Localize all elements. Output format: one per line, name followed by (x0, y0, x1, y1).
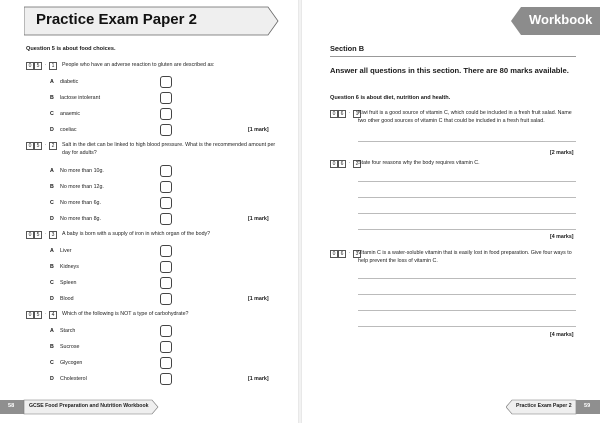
option-text: Spleen (60, 280, 77, 286)
question-number-05-2 (26, 142, 57, 150)
option-letter: C (50, 280, 54, 286)
answer-line[interactable] (358, 278, 576, 279)
footer-left (0, 396, 160, 418)
title-banner (24, 6, 279, 36)
left-page (0, 0, 298, 423)
option-text: No more than 6g. (60, 200, 101, 206)
option-text: diabetic (60, 79, 79, 85)
q6-intro: Question 6 is about diet, nutrition and health. (330, 95, 451, 101)
footer-right (506, 396, 600, 418)
footer-title: Practice Exam Paper 2 (516, 403, 572, 409)
answer-line[interactable] (358, 141, 576, 142)
answer-checkbox[interactable] (160, 92, 172, 104)
code-digit: 6 (338, 110, 346, 118)
question-text: Vitamin C is a water-soluble vitamin that is easily lost in food preparation. Give four ways to help prevent the loss of vitamin C. (358, 250, 572, 264)
option-text: Kidneys (60, 264, 79, 270)
code-separator: · (346, 250, 353, 258)
code-digit: 0 (330, 110, 338, 118)
option-text: coeliac (60, 127, 77, 133)
answer-line[interactable] (358, 310, 576, 311)
marks-label: [1 mark] (248, 296, 269, 302)
question-number-05-1 (26, 62, 57, 70)
page-title: Practice Exam Paper 2 (36, 11, 197, 28)
code-digit: 0 (330, 250, 338, 258)
answer-checkbox[interactable] (160, 341, 172, 353)
code-digit: 6 (338, 250, 346, 258)
option-letter: A (50, 328, 54, 334)
code-separator: · (42, 62, 49, 70)
answer-checkbox[interactable] (160, 76, 172, 88)
option-letter: C (50, 200, 54, 206)
page-number: 59 (584, 403, 591, 409)
marks-label: [1 mark] (248, 376, 269, 382)
answer-line[interactable] (358, 326, 576, 327)
option-letter: D (50, 216, 54, 222)
code-digit: 4 (49, 311, 57, 319)
option-letter: A (50, 79, 54, 85)
option-text: lactose intolerant (60, 95, 101, 101)
page-number: 58 (8, 403, 15, 409)
option-letter: D (50, 127, 54, 133)
section-title: Section B (330, 44, 365, 53)
option-text: Starch (60, 328, 76, 334)
code-separator: · (42, 142, 49, 150)
workbook-tab (511, 6, 600, 36)
code-digit: 0 (26, 311, 34, 319)
q5-intro: Question 5 is about food choices. (26, 46, 116, 52)
option-text: Liver (60, 248, 72, 254)
option-text: Cholesterol (60, 376, 87, 382)
marks-label: [4 marks] (550, 234, 574, 240)
answer-checkbox[interactable] (160, 325, 172, 337)
marks-label: [1 mark] (248, 216, 269, 222)
question-number-06-2 (330, 160, 361, 168)
answer-checkbox[interactable] (160, 373, 172, 385)
answer-checkbox[interactable] (160, 293, 172, 305)
option-text: No more than 8g. (60, 216, 101, 222)
option-letter: D (50, 296, 54, 302)
code-digit: 2 (49, 142, 57, 150)
code-digit: 3 (353, 250, 361, 258)
question-text: Which of the following is NOT a type of carbohydrate? (62, 311, 189, 317)
code-digit: 5 (34, 62, 42, 70)
code-digit: 5 (34, 142, 42, 150)
option-text: No more than 12g. (60, 184, 104, 190)
option-text: Sucrose (60, 344, 80, 350)
code-separator: · (346, 110, 353, 118)
code-digit: 2 (353, 160, 361, 168)
option-text: No more than 10g. (60, 168, 104, 174)
question-text: State four reasons why the body requires vitamin C. (358, 160, 480, 166)
code-digit: 1 (49, 62, 57, 70)
answer-line[interactable] (358, 197, 576, 198)
workbook-label: Workbook (529, 12, 593, 27)
answer-line[interactable] (358, 294, 576, 295)
answer-line[interactable] (358, 229, 576, 230)
answer-checkbox[interactable] (160, 213, 172, 225)
option-letter: C (50, 111, 54, 117)
question-number-05-3 (26, 231, 57, 239)
answer-checkbox[interactable] (160, 197, 172, 209)
option-letter: A (50, 168, 54, 174)
option-letter: C (50, 360, 54, 366)
answer-line[interactable] (358, 181, 576, 182)
question-number-06-1 (330, 110, 361, 118)
code-digit: 0 (26, 231, 34, 239)
marks-label: [1 mark] (248, 127, 269, 133)
option-letter: B (50, 264, 54, 270)
question-number-05-4 (26, 311, 57, 319)
option-text: Blood (60, 296, 74, 302)
footer-title: GCSE Food Preparation and Nutrition Workbook (29, 403, 149, 409)
marks-label: [2 marks] (550, 150, 574, 156)
code-digit: 0 (26, 62, 34, 70)
answer-checkbox[interactable] (160, 124, 172, 136)
option-text: Glycogen (60, 360, 83, 366)
option-letter: B (50, 95, 54, 101)
answer-checkbox[interactable] (160, 261, 172, 273)
code-digit: 1 (353, 110, 361, 118)
section-instructions: Answer all questions in this section. There are 80 marks available. (330, 66, 569, 75)
answer-checkbox[interactable] (160, 165, 172, 177)
option-letter: B (50, 184, 54, 190)
question-number-06-3 (330, 250, 361, 258)
question-text: A baby is born with a supply of iron in which organ of the body? (62, 231, 211, 237)
option-letter: D (50, 376, 54, 382)
answer-checkbox[interactable] (160, 245, 172, 257)
answer-checkbox[interactable] (160, 181, 172, 193)
question-text: Salt in the diet can be linked to high blood pressure. What is the recommended amount per day for adults? (62, 142, 276, 156)
option-letter: A (50, 248, 54, 254)
option-letter: B (50, 344, 54, 350)
question-text: People who have an adverse reaction to gluten are described as: (62, 62, 215, 68)
right-page (302, 0, 600, 423)
answer-checkbox[interactable] (160, 357, 172, 369)
question-text: Kiwi fruit is a good source of vitamin C, which could be included in a fresh fruit salad. Name two other good sources of vitamin C that could be included in a fresh fruit salad. (358, 110, 572, 124)
code-digit: 3 (49, 231, 57, 239)
option-text: anaemic (60, 111, 81, 117)
answer-checkbox[interactable] (160, 277, 172, 289)
code-digit: 6 (338, 160, 346, 168)
answer-checkbox[interactable] (160, 108, 172, 120)
code-separator: · (42, 311, 49, 319)
marks-label: [4 marks] (550, 332, 574, 338)
code-separator: · (42, 231, 49, 239)
code-digit: 0 (26, 142, 34, 150)
code-digit: 5 (34, 311, 42, 319)
section-divider (330, 56, 576, 57)
code-digit: 5 (34, 231, 42, 239)
code-digit: 0 (330, 160, 338, 168)
code-separator: · (346, 160, 353, 168)
answer-line[interactable] (358, 213, 576, 214)
